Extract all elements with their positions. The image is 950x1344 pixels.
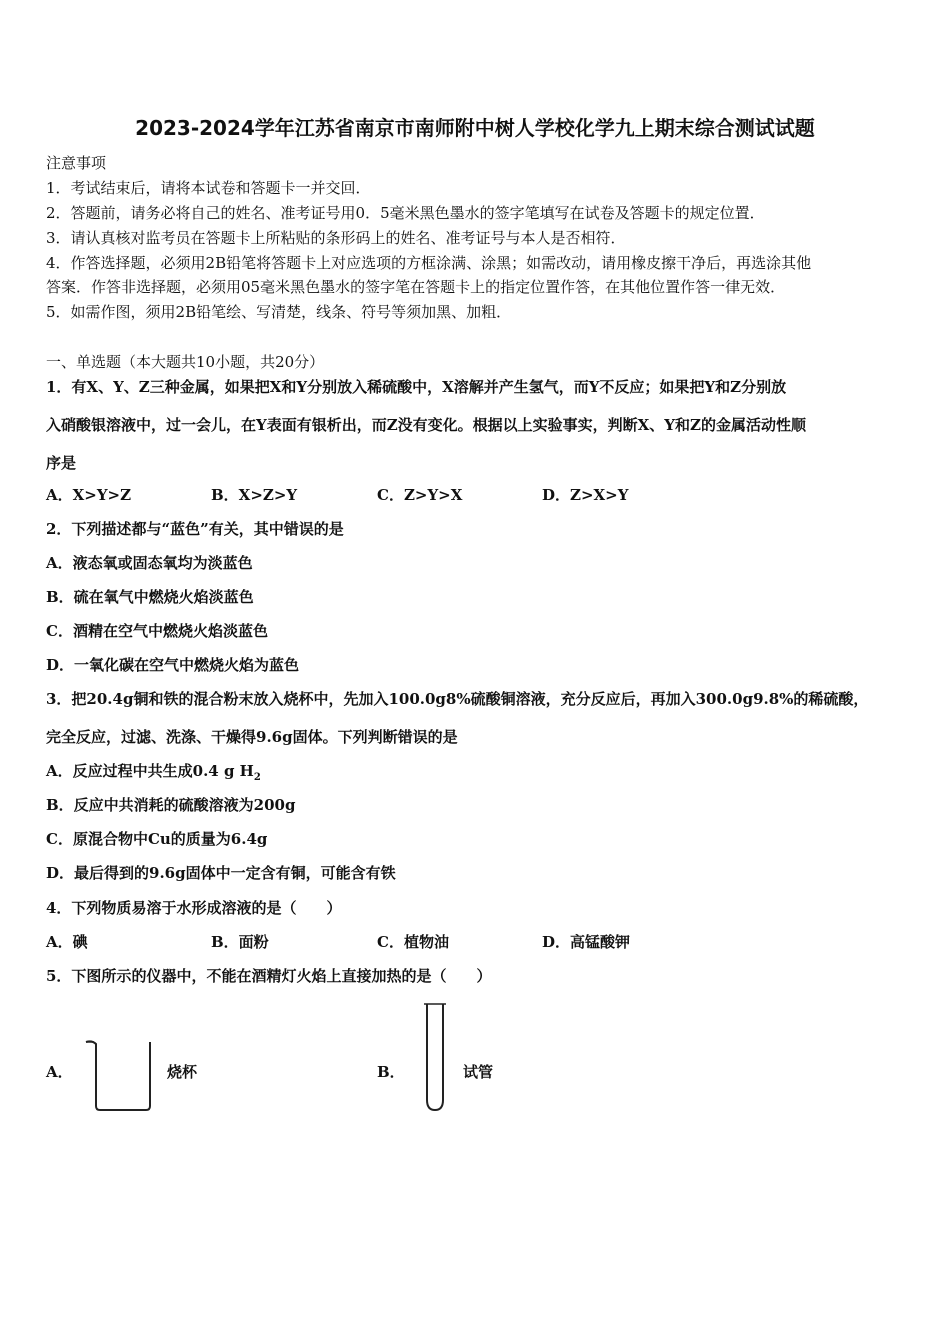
page-title: 2023-2024学年江苏省南京市南师附中树人学校化学九上期末综合测试试题: [135, 116, 815, 140]
q2-option-c: C．酒精在空气中燃烧火焰淡蓝色: [46, 622, 268, 640]
q2-option-d: D．一氧化碳在空气中燃烧火焰为蓝色: [46, 656, 300, 674]
q5-option-b-letter: B．: [377, 1063, 405, 1081]
q2-option-b: B．硫在氧气中燃烧火焰淡蓝色: [46, 588, 254, 606]
q2-option-a: A．液态氧或固态氧均为淡蓝色: [46, 554, 253, 572]
q4-option-b: B．面粉: [211, 933, 269, 951]
q4-option-d: D．高锰酸钾: [542, 933, 631, 951]
notice-heading: 注意事项: [46, 154, 107, 172]
q3-line-1: 3．把20.4g铜和铁的混合粉末放入烧杯中，先加入100.0g8%硫酸铜溶液，充分反应后，再加入300.0g9.8%的稀硫酸，: [46, 690, 869, 708]
q3-option-b: B．反应中共消耗的硫酸溶液为200g: [46, 796, 296, 814]
q1-option-d: D．Z>X>Y: [542, 486, 629, 504]
notice-item-5: 5．如需作图，须用2B铅笔绘、写清楚，线条、符号等须加黑、加粗．: [46, 303, 512, 321]
q1-line-2: 入硝酸银溶液中，过一会儿，在Y表面有银析出，而Z没有变化。根据以上实验事实，判断X、Y和Z的金属活动性顺: [46, 416, 806, 434]
q5-option-a-label: 烧杯: [167, 1063, 198, 1081]
q5-stem: 5．下图所示的仪器中，不能在酒精灯火焰上直接加热的是（ ）: [46, 967, 492, 985]
q2-stem: 2．下列描述都与“蓝色”有关，其中错误的是: [46, 520, 344, 538]
q3-option-c: C．原混合物中Cu的质量为6.4g: [46, 830, 268, 848]
q1-line-3: 序是: [46, 454, 77, 472]
notice-item-1: 1．考试结束后，请将本试卷和答题卡一并交回．: [46, 179, 371, 197]
q3-option-d: D．最后得到的9.6g固体中一定含有铜，可能含有铁: [46, 864, 396, 882]
beaker-illustration: [84, 1034, 158, 1114]
q1-line-1: 1．有X、Y、Z三种金属，如果把X和Y分别放入稀硫酸中，X溶解并产生氢气，而Y不反应；如果把Y和Z分别放: [46, 378, 787, 396]
q3-option-a: [46, 760, 261, 783]
q4-stem: 4．下列物质易溶于水形成溶液的是（ ）: [46, 899, 342, 917]
notice-item-4: 4．作答选择题，必须用2B铅笔将答题卡上对应选项的方框涂满、涂黑；如需改动，请用橡皮擦干净后，再选涂其他: [46, 254, 812, 272]
q1-option-a: A．X>Y>Z: [46, 486, 132, 504]
q3-option-a-text: A．反应过程中共生成0.4 g H: [46, 762, 254, 780]
q5-option-b-label: 试管: [463, 1063, 494, 1081]
q3-line-2: 完全反应，过滤、洗涤、干燥得9.6g固体。下列判断错误的是: [46, 728, 458, 746]
section-heading: 一、单选题（本大题共10小题，共20分）: [46, 353, 325, 371]
q4-option-c: C．植物油: [377, 933, 449, 951]
q4-option-a: A．碘: [46, 933, 88, 951]
q3-option-a-subscript: 2: [253, 772, 261, 783]
notice-item-3: 3．请认真核对监考员在答题卡上所粘贴的条形码上的姓名、准考证号与本人是否相符．: [46, 229, 626, 247]
q1-option-b: B．X>Z>Y: [211, 486, 298, 504]
notice-item-2: 2．答题前，请务必将自己的姓名、准考证号用0．5毫米黑色墨水的签字笔填写在试卷及答题卡的规定位置．: [46, 204, 765, 222]
q5-option-a-letter: A．: [46, 1063, 73, 1081]
q1-option-c: C．Z>Y>X: [377, 486, 463, 504]
test-tube-illustration: [420, 1002, 450, 1114]
notice-item-4-cont: 答案．作答非选择题，必须用05毫米黑色墨水的签字笔在答题卡上的指定位置作答，在其他位置作答一律无效．: [46, 278, 786, 296]
